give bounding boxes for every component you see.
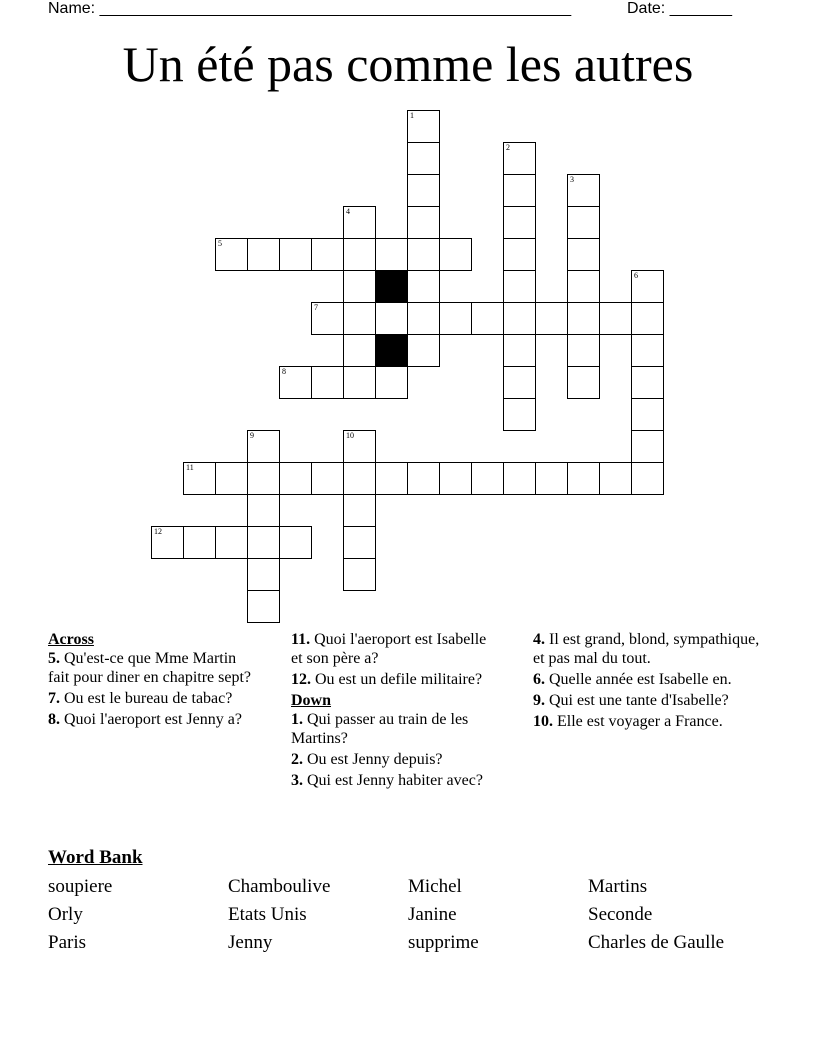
clue-text: Il est grand, blond, sympathique, et pas mal du tout.: [533, 631, 760, 667]
clue-number-label: 8: [282, 367, 286, 376]
grid-cell[interactable]: [279, 526, 312, 559]
down-heading: Down: [291, 692, 332, 709]
word-bank-item: Martins: [588, 876, 648, 897]
clue-number: 10.: [533, 713, 553, 730]
clue-text: Ou est le bureau de tabac?: [64, 690, 233, 707]
word-bank-item: Charles de Gaulle: [588, 932, 725, 953]
grid-cell[interactable]: [343, 526, 376, 559]
clue-number-label: 1: [410, 111, 414, 120]
clue-number: 8.: [48, 711, 60, 728]
grid-cell[interactable]: [567, 206, 600, 239]
grid-cell[interactable]: [631, 302, 664, 335]
grid-cell[interactable]: [503, 462, 536, 495]
word-bank-heading: Word Bank: [48, 847, 143, 868]
clue-number-label: 5: [218, 239, 222, 248]
clue-number-label: 2: [506, 143, 510, 152]
grid-cell[interactable]: [215, 526, 248, 559]
grid-cell[interactable]: [503, 206, 536, 239]
word-bank-item: supprime: [408, 932, 479, 953]
grid-cell[interactable]: [343, 494, 376, 527]
clues-column-3: [533, 630, 763, 733]
clue-across-8: [48, 710, 258, 729]
grid-cell[interactable]: [407, 270, 440, 303]
word-bank-item: Jenny: [228, 932, 273, 953]
black-square: [375, 334, 408, 367]
grid-cell[interactable]: [599, 462, 632, 495]
clue-text: Ou est Jenny depuis?: [307, 751, 443, 768]
grid-cell[interactable]: [343, 558, 376, 591]
across-heading: Across: [48, 631, 94, 648]
grid-cell[interactable]: [567, 302, 600, 335]
clue-text: Qu'est-ce que Mme Martin fait pour diner en chapitre sept?: [48, 650, 252, 686]
grid-cell[interactable]: [311, 302, 344, 335]
grid-cell[interactable]: [471, 462, 504, 495]
grid-cell[interactable]: [567, 334, 600, 367]
grid-cell[interactable]: [503, 174, 536, 207]
clue-down-1: [291, 710, 496, 748]
clue-text: Quelle année est Isabelle en.: [549, 671, 732, 688]
grid-cell[interactable]: [631, 398, 664, 431]
clue-number: 6.: [533, 671, 545, 688]
clue-number-label: 3: [570, 175, 574, 184]
grid-cell[interactable]: [631, 462, 664, 495]
grid-cell[interactable]: [407, 334, 440, 367]
clue-down-2: [291, 750, 496, 769]
word-bank-item: soupiere: [48, 876, 113, 897]
grid-cell[interactable]: [503, 238, 536, 271]
clue-number: 5.: [48, 650, 60, 667]
grid-cell[interactable]: [503, 270, 536, 303]
grid-cell[interactable]: [279, 366, 312, 399]
grid-cell[interactable]: [567, 238, 600, 271]
clue-number: 7.: [48, 690, 60, 707]
grid-cell[interactable]: [311, 366, 344, 399]
grid-cell[interactable]: [567, 174, 600, 207]
grid-cell[interactable]: [311, 462, 344, 495]
grid-cell[interactable]: [439, 462, 472, 495]
grid-cell[interactable]: [567, 366, 600, 399]
grid-cell[interactable]: [215, 462, 248, 495]
grid-cell[interactable]: [343, 430, 376, 463]
grid-cell[interactable]: [343, 462, 376, 495]
grid-cell[interactable]: [567, 270, 600, 303]
clue-text: Elle est voyager a France.: [557, 713, 723, 730]
clue-across-5: [48, 649, 258, 687]
clue-text: Ou est un defile militaire?: [315, 671, 483, 688]
grid-cell[interactable]: [407, 174, 440, 207]
grid-cell[interactable]: [183, 462, 216, 495]
clue-down-9: [533, 691, 763, 710]
grid-cell[interactable]: [535, 302, 568, 335]
grid-cell[interactable]: [279, 462, 312, 495]
clue-text: Qui est une tante d'Isabelle?: [549, 692, 729, 709]
word-bank-item: Michel: [408, 876, 462, 897]
grid-cell[interactable]: [631, 430, 664, 463]
grid-cell[interactable]: [375, 302, 408, 335]
grid-cell[interactable]: [343, 302, 376, 335]
grid-cell[interactable]: [247, 430, 280, 463]
grid-cell[interactable]: [471, 302, 504, 335]
word-bank-item: Chamboulive: [228, 876, 331, 897]
clue-text: Qui est Jenny habiter avec?: [307, 772, 483, 789]
page-title: Un été pas comme les autres: [122, 36, 694, 92]
grid-cell[interactable]: [375, 238, 408, 271]
word-bank-item: Orly: [48, 904, 83, 925]
clue-across-7: [48, 689, 258, 708]
clues-column-2: [291, 630, 496, 792]
clue-number-label: 4: [346, 207, 350, 216]
grid-cell[interactable]: [407, 302, 440, 335]
clue-down-4: [533, 630, 763, 668]
grid-cell[interactable]: [407, 462, 440, 495]
clue-number: 3.: [291, 772, 303, 789]
grid-cell[interactable]: [503, 142, 536, 175]
word-bank-item: Janine: [408, 904, 457, 925]
grid-cell[interactable]: [407, 110, 440, 143]
grid-cell[interactable]: [215, 238, 248, 271]
name-field-label: Name: _____________________________________________________: [48, 0, 572, 17]
grid-cell[interactable]: [631, 270, 664, 303]
black-square: [375, 270, 408, 303]
clue-number-label: 9: [250, 431, 254, 440]
grid-cell[interactable]: [503, 334, 536, 367]
clue-across-12: [291, 670, 496, 689]
grid-cell[interactable]: [247, 526, 280, 559]
grid-cell[interactable]: [439, 238, 472, 271]
grid-cell[interactable]: [183, 526, 216, 559]
date-field-label: Date: _______: [627, 0, 732, 17]
clue-number: 12.: [291, 671, 311, 688]
clue-number-label: 11: [186, 463, 194, 472]
clue-number: 2.: [291, 751, 303, 768]
word-bank-item: Etats Unis: [228, 904, 307, 925]
grid-cell[interactable]: [247, 494, 280, 527]
grid-cell[interactable]: [247, 558, 280, 591]
grid-cell[interactable]: [631, 366, 664, 399]
grid-cell[interactable]: [503, 398, 536, 431]
grid-cell[interactable]: [375, 462, 408, 495]
grid-cell[interactable]: [247, 462, 280, 495]
grid-cell[interactable]: [151, 526, 184, 559]
grid-cell[interactable]: [343, 238, 376, 271]
word-bank-item: Paris: [48, 932, 86, 953]
grid-cell[interactable]: [503, 366, 536, 399]
grid-cell[interactable]: [343, 334, 376, 367]
grid-cell[interactable]: [567, 462, 600, 495]
clue-number-label: 10: [346, 431, 354, 440]
grid-cell[interactable]: [439, 302, 472, 335]
word-bank-item: Seconde: [588, 904, 653, 925]
grid-cell[interactable]: [407, 142, 440, 175]
clues-column-1: [48, 630, 258, 731]
grid-cell[interactable]: [375, 366, 408, 399]
grid-cell[interactable]: [247, 590, 280, 623]
grid-cell[interactable]: [343, 366, 376, 399]
grid-cell[interactable]: [311, 238, 344, 271]
grid-cell[interactable]: [631, 334, 664, 367]
grid-cell[interactable]: [343, 270, 376, 303]
grid-cell[interactable]: [503, 302, 536, 335]
grid-cell[interactable]: [247, 238, 280, 271]
grid-cell[interactable]: [535, 462, 568, 495]
clue-number-label: 6: [634, 271, 638, 280]
grid-cell[interactable]: [279, 238, 312, 271]
clue-number: 9.: [533, 692, 545, 709]
clue-number: 1.: [291, 711, 303, 728]
clue-down-6: [533, 670, 763, 689]
clue-number-label: 7: [314, 303, 318, 312]
clue-number: 4.: [533, 631, 545, 648]
clue-down-3: [291, 771, 496, 790]
clue-down-10: [533, 712, 763, 731]
clue-text: Quoi l'aeroport est Isabelle et son père a?: [291, 631, 487, 667]
clue-number-label: 12: [154, 527, 162, 536]
clue-text: Qui passer au train de les Martins?: [291, 711, 469, 747]
grid-cell[interactable]: [343, 206, 376, 239]
clue-number: 11.: [291, 631, 311, 648]
grid-cell[interactable]: [407, 238, 440, 271]
grid-cell[interactable]: [407, 206, 440, 239]
clue-across-11: [291, 630, 496, 668]
clue-text: Quoi l'aeroport est Jenny a?: [64, 711, 242, 728]
grid-cell[interactable]: [599, 302, 632, 335]
